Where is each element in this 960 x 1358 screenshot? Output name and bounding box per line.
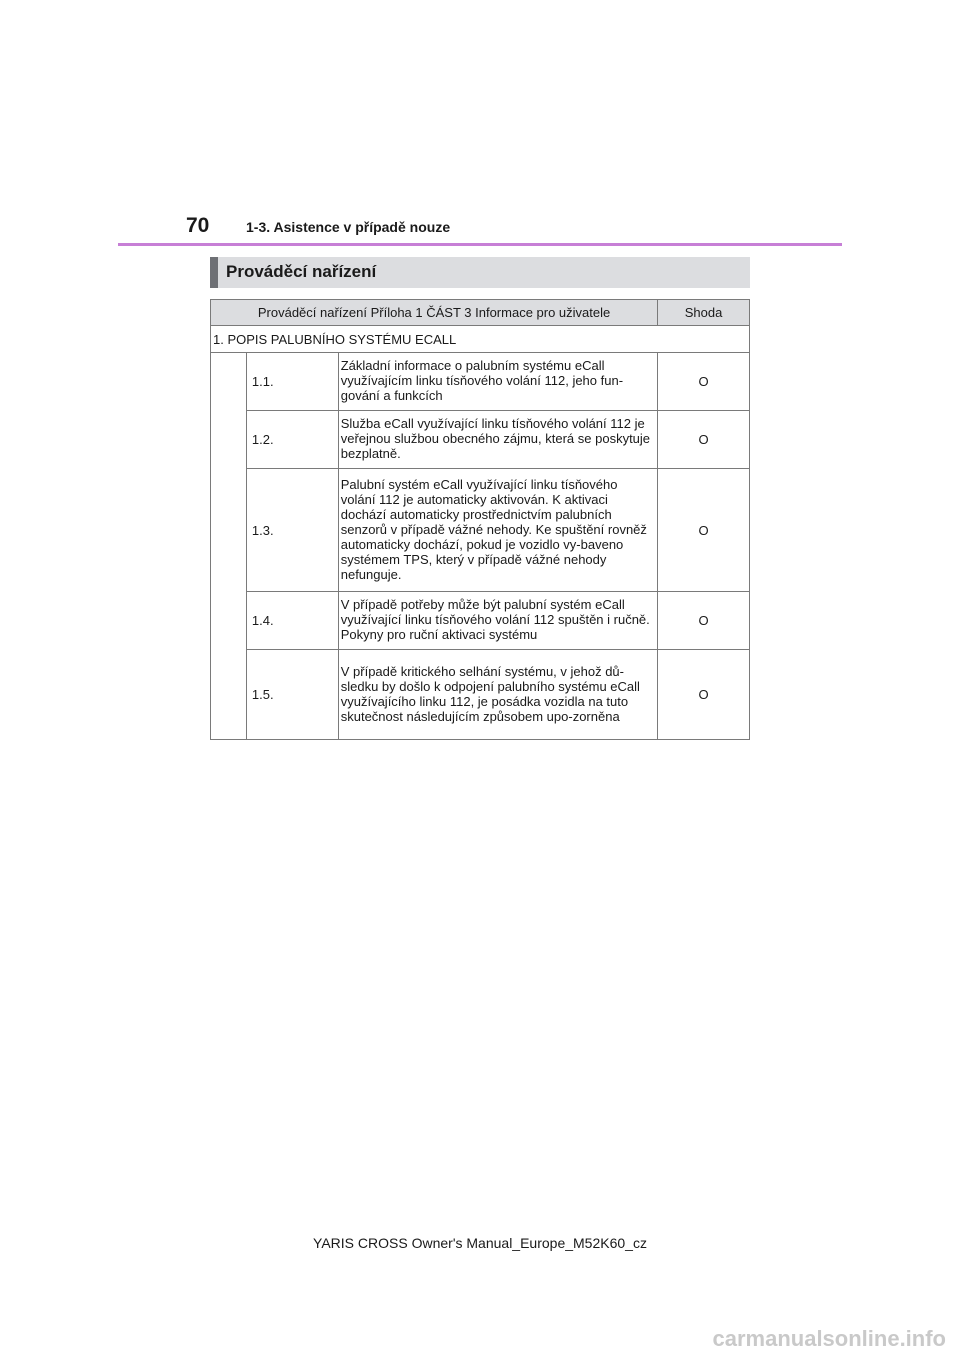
row-text: V případě kritického selhání systému, v jehož dů-sledku by došlo k odpojení palubního systému eCall využívajícího linku 112, je posádka vozidla na tuto skutečnost následujícím způsobem upo-zorněna	[338, 650, 657, 740]
row-number: 1.2.	[246, 411, 338, 469]
row-text: V případě potřeby může být palubní systém eCall využívající linku tísňového volání 112 spuštěn i ručně. Pokyny pro ruční aktivaci systému	[338, 592, 657, 650]
indent-cell	[211, 353, 247, 740]
column-header-match: Shoda	[658, 300, 750, 326]
table-row	[211, 411, 750, 469]
row-match: O	[658, 650, 750, 740]
watermark-text: carmanualsonline.info	[712, 1326, 946, 1351]
row-number: 1.5.	[246, 650, 338, 740]
table-row	[211, 469, 750, 592]
row-number: 1.4.	[246, 592, 338, 650]
row-number: 1.3.	[246, 469, 338, 592]
table-row	[211, 650, 750, 740]
row-number: 1.1.	[246, 353, 338, 411]
section-title: 1-3. Asistence v případě nouze	[246, 219, 451, 235]
row-match: O	[658, 469, 750, 592]
box-heading-text: Prováděcí nařízení	[226, 262, 377, 281]
row-match: O	[658, 353, 750, 411]
table-row	[211, 353, 750, 411]
row-text: Palubní systém eCall využívající linku tísňového volání 112 je automaticky aktivován. K aktivaci dochází automaticky prostřednictvím palubních senzorů v případě vážné nehody. Ke spuštění rovněž automaticky dochází, pokud je vozidlo vy-baveno systémem TPS, který v případě vážné nehody nefunguje.	[338, 469, 657, 592]
table-header-row	[211, 300, 750, 326]
table-section-row	[211, 326, 750, 353]
section-label: 1. POPIS PALUBNÍHO SYSTÉMU ECALL	[211, 326, 750, 353]
row-text: Základní informace o palubním systému eCall využívajícím linku tísňového volání 112, jeho fun-gování a funkcích	[338, 353, 657, 411]
header-rule	[118, 243, 842, 246]
table-row	[211, 592, 750, 650]
row-match: O	[658, 592, 750, 650]
footer-text: YARIS CROSS Owner's Manual_Europe_M52K60_cz	[313, 1235, 647, 1251]
row-match: O	[658, 411, 750, 469]
row-text: Služba eCall využívající linku tísňového volání 112 je veřejnou službou obecného zájmu, která se poskytuje bezplatně.	[338, 411, 657, 469]
page-number: 70	[186, 214, 210, 237]
requirements-table	[210, 299, 750, 740]
column-header-requirement: Prováděcí nařízení Příloha 1 ČÁST 3 Informace pro uživatele	[211, 300, 658, 326]
box-heading	[210, 257, 750, 288]
